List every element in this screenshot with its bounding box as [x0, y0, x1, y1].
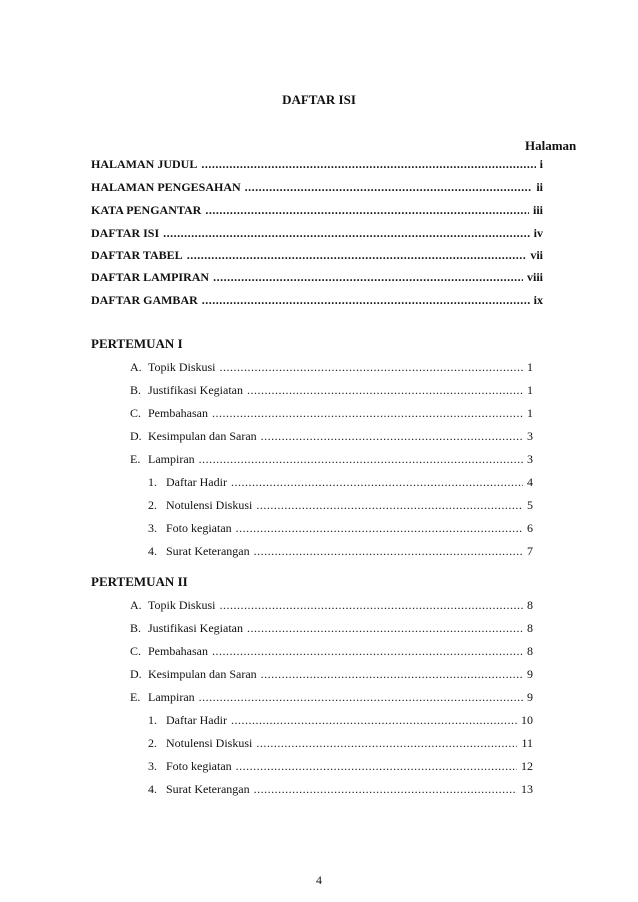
- page-number: 4: [316, 873, 322, 887]
- toc-entry-marker: B.: [130, 383, 142, 397]
- toc-entry: [130, 619, 533, 637]
- dot-leader: [256, 496, 523, 514]
- page-title: DAFTAR ISI: [282, 92, 356, 107]
- dot-leader: [212, 404, 523, 422]
- toc-entry-label: [91, 178, 241, 196]
- toc-entry: [91, 268, 543, 286]
- toc-entry-label: [148, 473, 227, 491]
- toc-entry-label: [148, 711, 227, 729]
- toc-entry-text: Foto kegiatan: [166, 759, 232, 773]
- toc-entry-page: 7: [527, 544, 533, 558]
- toc-entry-page: 11: [521, 736, 533, 750]
- dot-leader: [247, 619, 523, 637]
- toc-entry-marker: E.: [130, 690, 141, 704]
- dot-leader: [247, 381, 523, 399]
- toc-entry: [91, 178, 543, 196]
- toc-entry: [130, 688, 533, 706]
- toc-entry: [91, 155, 543, 173]
- toc-entry-text: Surat Keterangan: [166, 782, 250, 796]
- toc-entry-page: i: [539, 157, 543, 171]
- toc-entry: [130, 358, 533, 376]
- toc-entry: [148, 757, 533, 775]
- toc-entry: [91, 246, 543, 264]
- toc-entry-marker: A.: [130, 360, 142, 374]
- toc-entry-marker: 3.: [148, 759, 157, 773]
- toc-entry-marker: 4.: [148, 782, 157, 796]
- toc-entry-label: [130, 596, 216, 614]
- toc-entry-text: HALAMAN JUDUL: [91, 157, 198, 171]
- toc-entry-page: 12: [521, 759, 533, 773]
- toc-entry-label: [148, 757, 232, 775]
- toc-entry-marker: A.: [130, 598, 142, 612]
- toc-entry-label: [130, 358, 216, 376]
- toc-entry-text: Topik Diskusi: [148, 598, 216, 612]
- toc-entry: [148, 780, 533, 798]
- toc-entry: [91, 291, 543, 309]
- toc-entry-text: Lampiran: [148, 452, 195, 466]
- dot-leader: [205, 201, 529, 219]
- dot-leader: [261, 427, 523, 445]
- dot-leader: [163, 224, 530, 242]
- dot-leader: [220, 596, 524, 614]
- dot-leader: [256, 734, 517, 752]
- toc-entry-label: [91, 224, 159, 242]
- toc-entry-label: [91, 268, 209, 286]
- toc-entry-page: 3: [527, 452, 533, 466]
- toc-entry: [130, 404, 533, 422]
- toc-entry-label: [91, 155, 197, 173]
- toc-entry-label: [148, 519, 232, 537]
- toc-entry-text: KATA PENGANTAR: [91, 203, 202, 217]
- toc-entry-label: [91, 291, 198, 309]
- dot-leader: [201, 155, 535, 173]
- toc-entry-page: ii: [536, 180, 543, 194]
- toc-entry-text: Lampiran: [148, 690, 195, 704]
- toc-entry-page: ix: [533, 293, 543, 307]
- toc-entry-text: Justifikasi Kegiatan: [148, 621, 243, 635]
- toc-entry-label: [148, 496, 252, 514]
- toc-entry-page: iii: [532, 203, 543, 217]
- toc-entry-text: Kesimpulan dan Saran: [148, 429, 257, 443]
- dot-leader: [212, 642, 523, 660]
- toc-entry-marker: 1.: [148, 713, 157, 727]
- toc-entry-text: DAFTAR TABEL: [91, 248, 183, 262]
- toc-entry-text: DAFTAR ISI: [91, 226, 160, 240]
- toc-entry-marker: C.: [130, 406, 142, 420]
- toc-entry-page: 6: [527, 521, 533, 535]
- toc-entry: [130, 596, 533, 614]
- page-column-header: Halaman: [525, 138, 577, 153]
- toc-entry-marker: 2.: [148, 736, 157, 750]
- dot-leader: [231, 473, 523, 491]
- dot-leader: [187, 246, 527, 264]
- toc-entry-page: 9: [527, 667, 533, 681]
- toc-entry-page: viii: [526, 270, 543, 284]
- toc-entry-text: Foto kegiatan: [166, 521, 232, 535]
- dot-leader: [254, 542, 523, 560]
- toc-entry-label: [130, 450, 195, 468]
- toc-entry: [130, 665, 533, 683]
- toc-entry-marker: E.: [130, 452, 141, 466]
- toc-entry-label: [130, 619, 243, 637]
- toc-entry: [148, 711, 533, 729]
- toc-entry-page: iv: [533, 226, 543, 240]
- toc-entry-page: 3: [527, 429, 533, 443]
- toc-entry-text: Daftar Hadir: [166, 713, 227, 727]
- toc-entry: [130, 427, 533, 445]
- toc-entry: [91, 224, 543, 242]
- toc-entry-label: [130, 665, 257, 683]
- toc-entry-text: Daftar Hadir: [166, 475, 227, 489]
- toc-entry-text: Notulensi Diskusi: [166, 736, 253, 750]
- toc-entry-label: [130, 404, 208, 422]
- toc-entry-page: 1: [527, 360, 533, 374]
- dot-leader: [202, 291, 530, 309]
- toc-entry-marker: 1.: [148, 475, 157, 489]
- toc-entry-label: [130, 688, 195, 706]
- dot-leader: [199, 688, 523, 706]
- dot-leader: [199, 450, 523, 468]
- toc-entry-page: 8: [527, 621, 533, 635]
- toc-entry-text: HALAMAN PENGESAHAN: [91, 180, 241, 194]
- toc-entry-page: 8: [527, 598, 533, 612]
- toc-entry-marker: 4.: [148, 544, 157, 558]
- toc-entry-page: vii: [530, 248, 543, 262]
- toc-entry-marker: C.: [130, 644, 142, 658]
- toc-entry-page: 10: [521, 713, 533, 727]
- dot-leader: [245, 178, 533, 196]
- toc-entry-text: Pembahasan: [148, 644, 208, 658]
- section-title: PERTEMUAN II: [91, 574, 188, 589]
- toc-entry-label: [148, 780, 250, 798]
- toc-entry-label: [91, 201, 201, 219]
- toc-entry: [130, 642, 533, 660]
- toc-entry-label: [130, 381, 243, 399]
- toc-entry-marker: 2.: [148, 498, 157, 512]
- toc-entry: [148, 496, 533, 514]
- toc-entry-text: DAFTAR LAMPIRAN: [91, 270, 210, 284]
- toc-entry: [148, 542, 533, 560]
- toc-entry-page: 1: [527, 383, 533, 397]
- toc-entry-text: Pembahasan: [148, 406, 208, 420]
- toc-entry: [130, 381, 533, 399]
- toc-entry-text: Justifikasi Kegiatan: [148, 383, 243, 397]
- toc-entry-label: [148, 734, 252, 752]
- toc-entry-label: [130, 642, 208, 660]
- toc-entry-marker: B.: [130, 621, 142, 635]
- toc-entry-marker: 3.: [148, 521, 157, 535]
- dot-leader: [261, 665, 523, 683]
- dot-leader: [236, 757, 517, 775]
- dot-leader: [254, 780, 517, 798]
- toc-entry-text: Topik Diskusi: [148, 360, 216, 374]
- toc-entry: [148, 734, 533, 752]
- toc-entry: [130, 450, 533, 468]
- toc-entry-label: [91, 246, 183, 264]
- dot-leader: [236, 519, 523, 537]
- toc-entry: [148, 519, 533, 537]
- toc-entry-text: DAFTAR GAMBAR: [91, 293, 198, 307]
- toc-entry: [91, 201, 543, 219]
- toc-entry-label: [130, 427, 257, 445]
- toc-entry-text: Kesimpulan dan Saran: [148, 667, 257, 681]
- dot-leader: [220, 358, 524, 376]
- dot-leader: [231, 711, 517, 729]
- toc-entry-text: Surat Keterangan: [166, 544, 250, 558]
- toc-entry-page: 1: [527, 406, 533, 420]
- toc-entry-page: 5: [527, 498, 533, 512]
- toc-entry-page: 13: [521, 782, 533, 796]
- toc-entry-label: [148, 542, 250, 560]
- toc-entry: [148, 473, 533, 491]
- toc-entry-page: 4: [527, 475, 533, 489]
- toc-entry-page: 8: [527, 644, 533, 658]
- toc-entry-page: 9: [527, 690, 533, 704]
- dot-leader: [213, 268, 523, 286]
- section-title: PERTEMUAN I: [91, 336, 183, 351]
- toc-entry-marker: D.: [130, 429, 142, 443]
- toc-entry-marker: D.: [130, 667, 142, 681]
- toc-entry-text: Notulensi Diskusi: [166, 498, 253, 512]
